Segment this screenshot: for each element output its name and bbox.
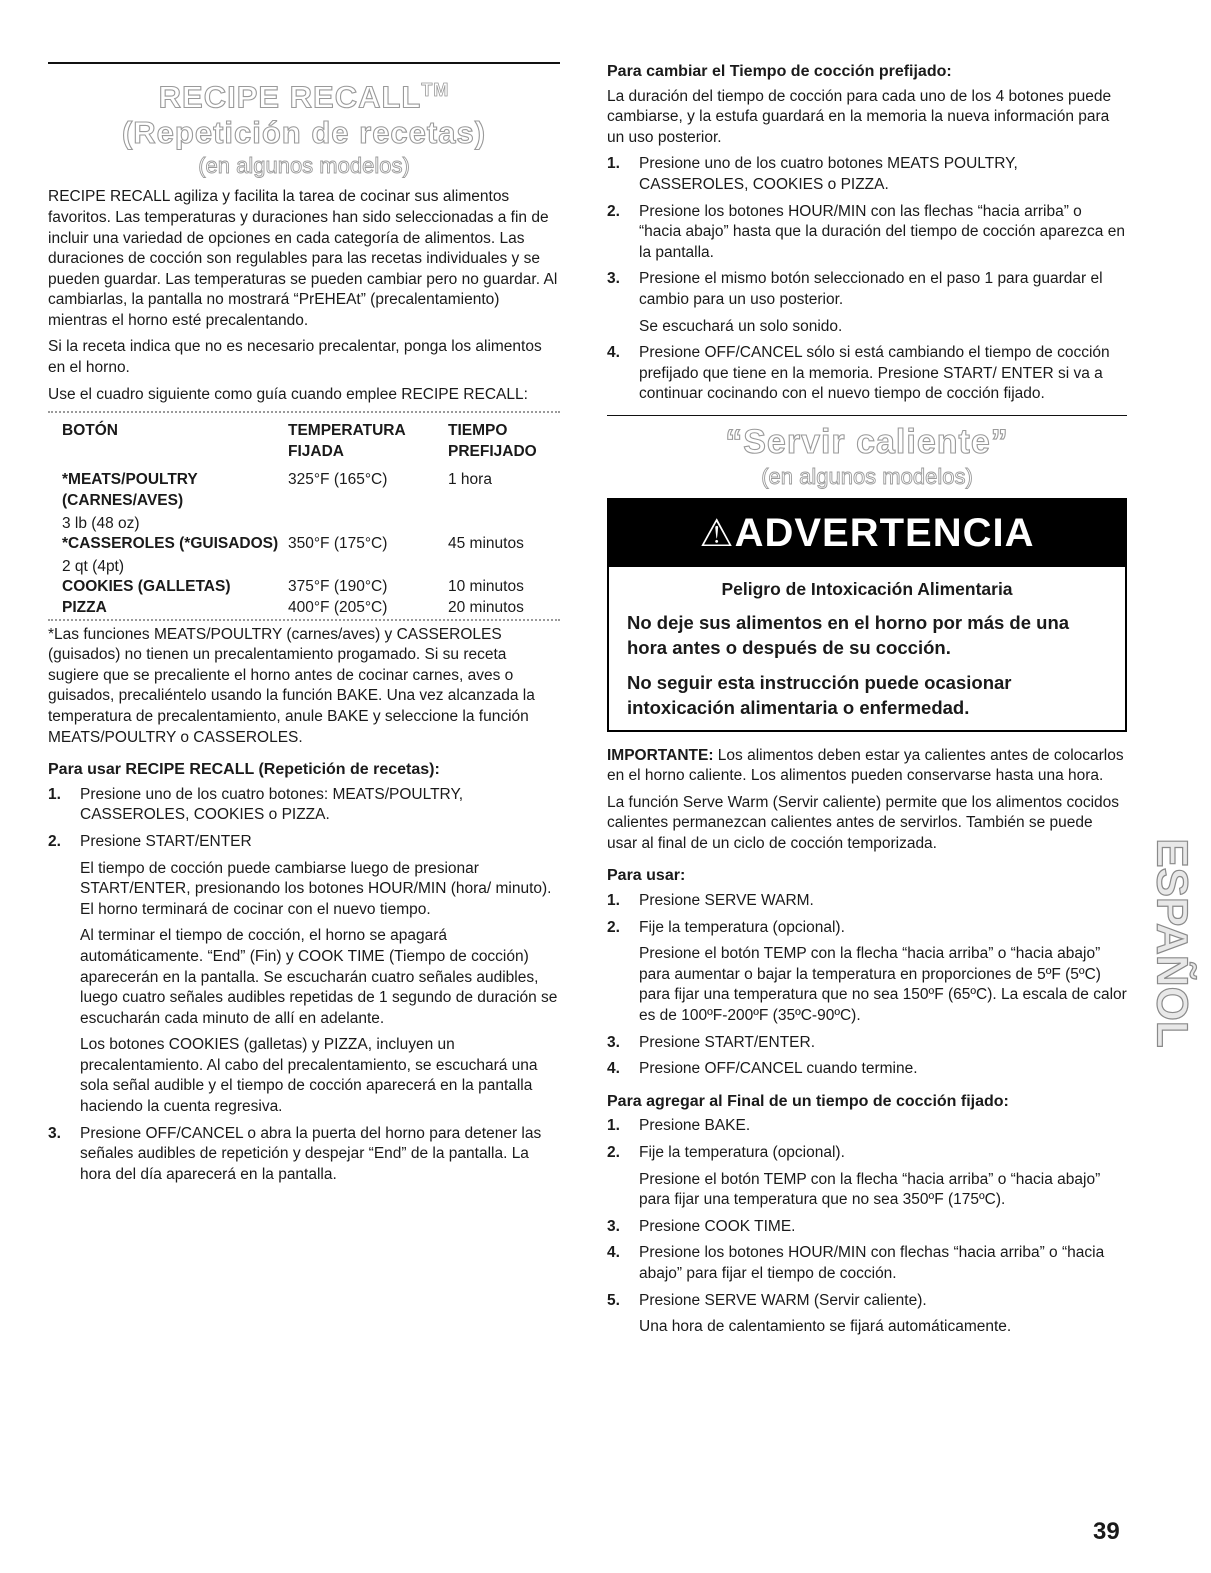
warning-line-1: No deje sus alimentos en el horno por más de una hora antes o después de su cocción. <box>627 611 1070 658</box>
use-steps-list <box>48 785 560 1186</box>
time-cell: 20 minutos <box>448 599 524 617</box>
step-text: Presione el mismo botón seleccionado en el paso 1 para guardar el cambio para un uso posterior. <box>639 270 1103 308</box>
serve-warm-subtitle: (en algunos modelos) <box>761 463 973 489</box>
header-temperatura: TEMPERATURA FIJADA <box>288 422 406 460</box>
recipe-recall-title-es: (Repetición de recetas) <box>121 115 487 151</box>
button-cell <box>48 577 288 598</box>
quantity: 2 qt (4pt) <box>62 557 125 575</box>
step-item <box>607 891 1127 912</box>
serve-warm-description: La función Serve Warm (Servir caliente) permite que los alimentos cocidos calientes permanezcan calientes antes de servirlos. También se puede usar al final de un ciclo de cocción temporizada. <box>607 793 1119 852</box>
table-row <box>48 534 560 577</box>
step-number: 2. <box>607 202 620 220</box>
step-item <box>607 154 1127 195</box>
button-name: COOKIES (GALLETAS) <box>62 578 231 596</box>
step-item <box>607 918 1127 1027</box>
step-text: Presione SERVE WARM (Servir caliente). <box>639 1291 927 1309</box>
intro-paragraph: Si la receta indica que no es necesario precalentar, ponga los alimentos en el horno. <box>48 338 542 377</box>
table-header-row <box>48 413 560 470</box>
section-rule <box>607 415 1127 416</box>
step-item <box>607 1243 1127 1284</box>
button-cell <box>48 534 288 577</box>
table-row <box>48 470 560 534</box>
right-column <box>607 62 1127 1344</box>
step-number: 3. <box>607 1033 620 1051</box>
warning-line-2: No seguir esta instrucción puede ocasionar intoxicación alimentaria o enfermedad. <box>627 671 1012 718</box>
step-item <box>607 1116 1127 1137</box>
step-number: 4. <box>607 344 620 362</box>
important-text: Los alimentos deben estar ya calientes antes de colocarlos en el horno caliente. Los alimentos pueden conservarse hasta una hora. <box>607 746 1124 785</box>
button-name: PIZZA <box>62 599 107 617</box>
recipe-table <box>48 413 560 618</box>
step-number: 2. <box>607 918 620 936</box>
step-text: Presione START/ENTER <box>80 832 252 850</box>
table-row <box>48 577 560 598</box>
step-number: 4. <box>607 1060 620 1078</box>
serve-steps-list <box>607 891 1127 1080</box>
step-number: 2. <box>48 832 61 850</box>
step-text: Presione los botones HOUR/MIN con flechas “hacia arriba” o “hacia abajo” para fijar el tiempo de cocción. <box>639 1244 1105 1282</box>
step-number: 2. <box>607 1144 620 1161</box>
step-number: 3. <box>607 270 620 288</box>
step-text: Los botones COOKIES (galletas) y PIZZA, incluyen un precalentamiento. Al cabo del precalentamiento, se escuchará una sola señal audible y el tiempo de cocción aparecerá en la pantalla haciendo la cuenta regresiva. <box>80 1036 538 1116</box>
recipe-recall-subtitle: (en algunos modelos) <box>198 153 410 179</box>
step-text: Al terminar el tiempo de cocción, el horno se apagará automáticamente. “End” (Fin) y COOK TIME (Tiempo de cocción) aparecerán en la pantalla. Se escucharán cuatro señales audibles, luego cuatro señales audibles repetidas de 1 segundo de duración se escucharán cada minuto de allí en adelante. <box>80 927 558 1027</box>
step-number: 1. <box>607 1117 620 1135</box>
step-text: Presione OFF/CANCEL sólo si está cambiando el tiempo de cocción prefijado que tiene en la memoria. Presione START/ ENTER si va a continuar cocinando con el nuevo tiempo de cocción fijado. <box>639 344 1110 403</box>
intro-paragraph: Use el cuadro siguiente como guía cuando emplee RECIPE RECALL: <box>48 385 528 403</box>
step-text: Presione SERVE WARM. <box>639 892 814 910</box>
step-item <box>607 202 1127 264</box>
time-cell: 1 hora <box>448 471 492 489</box>
important-note <box>607 746 1127 787</box>
time-cell: 10 minutos <box>448 578 524 596</box>
step-item <box>607 269 1127 337</box>
step-number: 1. <box>48 785 61 803</box>
warning-subheader: Peligro de Intoxicación Alimentaria <box>721 578 1013 599</box>
para-usar-heading: Para usar: <box>607 867 686 885</box>
warning-header-text: ADVERTENCIA <box>734 510 1035 555</box>
header-tiempo: TIEMPO PREFIJADO <box>448 422 537 460</box>
step-item <box>607 343 1127 405</box>
step-number: 4. <box>607 1244 620 1262</box>
top-rule <box>48 62 560 64</box>
use-recipe-recall-heading: Para usar RECIPE RECALL (Repetición de recetas): <box>48 761 440 779</box>
step-item <box>607 1291 1127 1338</box>
step-item <box>607 1143 1127 1211</box>
serve-warm-title: “Servir caliente” <box>725 422 1009 461</box>
add-steps-list <box>607 1116 1127 1337</box>
title-text: RECIPE RECALL <box>158 79 422 115</box>
temp-cell: 350°F (175°C) <box>288 535 388 553</box>
warning-box <box>607 498 1127 732</box>
step-text: Presione OFF/CANCEL o abra la puerta del horno para detener las señales audibles de repetición y despejar “End” de la pantalla. La hora del día aparecerá en la pantalla. <box>80 1124 542 1183</box>
step-text: Presione el botón TEMP con la flecha “hacia arriba” o “hacia abajo” para aumentar o bajar la temperatura en proporciones de 5ºF (5ºC) para fijar una temperatura que no sea 150ºF (65ºC). La escala de calor es de 100ºF-200ºF (35ºC-90ºC). <box>639 945 1127 1025</box>
step-number: 5. <box>607 1291 620 1309</box>
button-name: *MEATS/POULTRY (CARNES/AVES) <box>62 471 198 510</box>
step-item <box>607 1217 1127 1238</box>
change-steps-list <box>607 154 1127 405</box>
step-text: Presione el botón TEMP con la flecha “hacia arriba” o “hacia abajo” para fijar una temperatura que no sea 350ºF (175ºC). <box>639 1170 1101 1209</box>
change-intro: La duración del tiempo de cocción para cada uno de los 4 botones puede cambiarse, y la estufa guardará en la memoria la nueva información para un uso posterior. <box>607 87 1112 146</box>
step-text: Una hora de calentamiento se fijará automáticamente. <box>639 1318 1012 1336</box>
step-text: Fije la temperatura (opcional). <box>639 918 845 936</box>
step-text: Presione uno de los cuatro botones MEATS POULTRY, CASSEROLES, COOKIES o PIZZA. <box>639 155 1018 193</box>
step-item <box>48 1124 560 1186</box>
table-row <box>48 598 560 619</box>
button-cell <box>48 470 288 534</box>
step-item <box>48 832 560 1118</box>
step-text: Presione uno de los cuatro botones: MEATS/POULTRY, CASSEROLES, COOKIES o PIZZA. <box>80 785 464 824</box>
language-side-tab <box>1148 812 1197 1074</box>
step-text: Presione los botones HOUR/MIN con las flechas “hacia arriba” o “hacia abajo” hasta que la duración del tiempo de cocción aparezca en la pantalla. <box>639 202 1125 261</box>
step-number: 3. <box>48 1124 61 1142</box>
warning-header <box>609 500 1125 567</box>
temp-cell: 375°F (190°C) <box>288 578 388 596</box>
step-text: El tiempo de cocción puede cambiarse luego de presionar START/ENTER, presionando los botones HOUR/MIN (hora/ minuto). El horno terminará de cocinar con el nuevo tiempo. <box>80 859 552 918</box>
page-number: 39 <box>1093 1518 1120 1545</box>
intro-section <box>48 187 560 405</box>
time-cell: 45 minutos <box>448 535 524 553</box>
temp-cell: 400°F (205°C) <box>288 599 388 617</box>
important-label: IMPORTANTE: <box>607 746 714 764</box>
step-item <box>48 785 560 826</box>
step-text: Se escuchará un solo sonido. <box>639 317 843 335</box>
header-boton: BOTÓN <box>62 422 118 440</box>
intro-paragraph: RECIPE RECALL agiliza y facilita la tarea de cocinar sus alimentos favoritos. Las temperaturas y duraciones han sido seleccionadas a fin de incluir una variedad de opciones en cada categoría de alimentos. Las duraciones de cocción son regulables para las recetas individuales y se pueden guardar. Las temperaturas se pueden cambiar pero no guardar. Al cambiarlas, la pantalla no mostrará “PrEHEAt” (precalentamiento) mientras el horno esté precalentando. <box>48 188 558 329</box>
step-number: 1. <box>607 892 620 910</box>
button-cell <box>48 598 288 619</box>
table-bottom-rule <box>48 619 560 621</box>
add-end-heading: Para agregar al Final de un tiempo de cocción fijado: <box>607 1092 1009 1110</box>
side-tab-text: ESPAÑOL <box>1148 838 1197 1048</box>
step-text: Presione COOK TIME. <box>639 1217 796 1235</box>
warning-body <box>609 567 1125 730</box>
step-number: 3. <box>607 1217 620 1235</box>
step-item <box>607 1033 1127 1054</box>
footnote: *Las funciones MEATS/POULTRY (carnes/aves) y CASSEROLES (guisados) no tienen un precalentamiento progamado. Si su receta sugiere que se precaliente el horno antes de cocinar carnes, aves o guisados, precaliéntelo usando la función BAKE. Una vez alcanzada la temperatura de precalentamiento, anule BAKE y seleccione la función MEATS/POULTRY o CASSEROLES. <box>48 625 535 746</box>
step-text: Presione START/ENTER. <box>639 1033 816 1051</box>
change-time-heading: Para cambiar el Tiempo de cocción prefijado: <box>607 63 952 80</box>
button-name: *CASSEROLES (*GUISADOS) <box>62 535 279 553</box>
step-text: Presione OFF/CANCEL cuando termine. <box>639 1060 918 1078</box>
quantity: 3 lb (48 oz) <box>62 514 140 532</box>
trademark-mark: TM <box>421 80 450 100</box>
step-item <box>607 1059 1127 1080</box>
warning-triangle-icon: ⚠ <box>699 512 735 555</box>
recipe-recall-title <box>48 72 560 115</box>
left-column <box>48 62 560 1191</box>
temp-cell: 325°F (165°C) <box>288 471 388 489</box>
step-text: Presione BAKE. <box>639 1117 751 1135</box>
step-number: 1. <box>607 155 620 173</box>
step-text: Fije la temperatura (opcional). <box>639 1144 845 1161</box>
